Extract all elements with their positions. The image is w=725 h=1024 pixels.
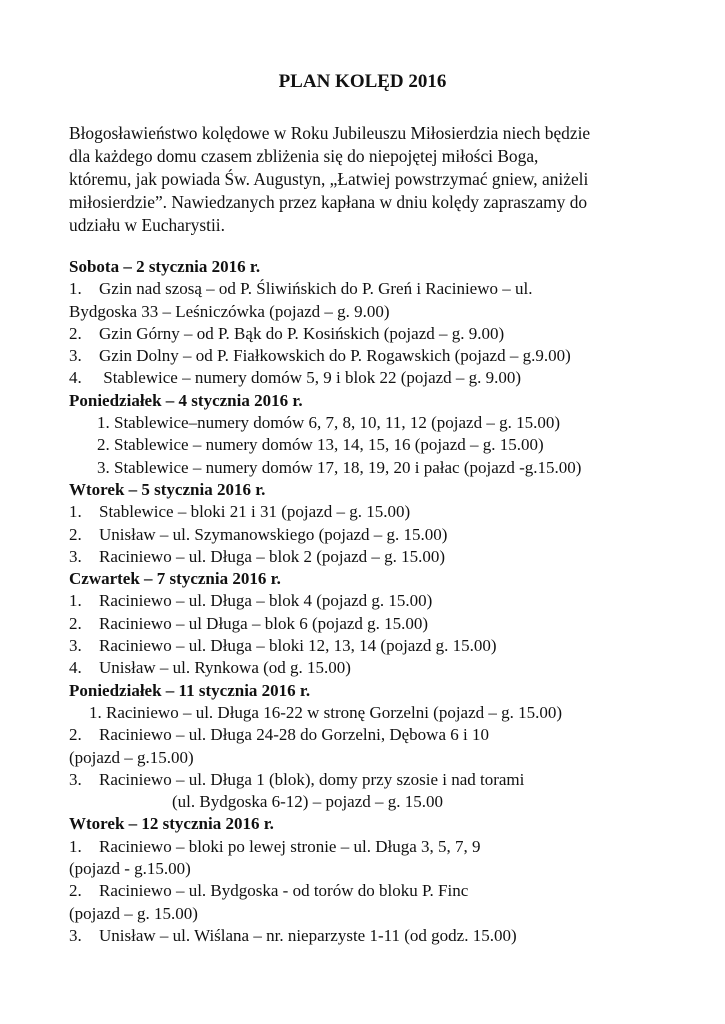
item-text: Raciniewo – ul. Długa – bloki 12, 13, 14 (pojazd g. 15.00) bbox=[99, 636, 497, 656]
schedule-item bbox=[69, 457, 709, 479]
intro-line: Błogosławieństwo kolędowe w Roku Jubileuszu Miłosierdzia niech będzie bbox=[69, 123, 591, 143]
schedule-item bbox=[69, 724, 709, 746]
schedule-item bbox=[69, 345, 709, 367]
item-text: Gzin Dolny – od P. Fiałkowskich do P. Rogawskich (pojazd – g.9.00) bbox=[99, 346, 571, 366]
item-number: 3. bbox=[69, 346, 82, 366]
schedule-item bbox=[69, 524, 709, 546]
day-section bbox=[69, 256, 709, 390]
schedule-item bbox=[69, 546, 709, 568]
schedule-item bbox=[69, 613, 709, 635]
item-text: Stablewice – bloki 21 i 31 (pojazd – g. 15.00) bbox=[99, 502, 411, 522]
schedule-item-continuation bbox=[69, 301, 709, 323]
schedule-item-continuation bbox=[69, 747, 709, 769]
item-text: (ul. Bydgoska 6-12) – pojazd – g. 15.00 bbox=[172, 792, 444, 812]
item-number: 3. bbox=[69, 546, 82, 566]
item-number: 2. bbox=[69, 725, 82, 745]
schedule-item bbox=[69, 657, 709, 679]
item-text: Raciniewo – ul. Długa – blok 2 (pojazd – g. 15.00) bbox=[99, 546, 446, 566]
item-number: 3. bbox=[69, 925, 82, 945]
schedule-item bbox=[69, 702, 709, 724]
schedule-item bbox=[69, 501, 709, 523]
item-number: 2. bbox=[69, 613, 82, 633]
intro-line: dla każdego domu czasem zbliżenia się do niepojętej miłości Boga, bbox=[69, 146, 539, 166]
day-heading: Wtorek – 5 stycznia 2016 r. bbox=[69, 479, 266, 499]
item-text: Raciniewo – ul. Bydgoska - od torów do bloku P. Finc bbox=[99, 881, 469, 901]
item-text: Raciniewo – bloki po lewej stronie – ul. Długa 3, 5, 7, 9 bbox=[99, 836, 481, 856]
item-text: (pojazd - g.15.00) bbox=[69, 859, 191, 879]
day-section bbox=[69, 813, 709, 947]
day-section bbox=[69, 479, 709, 568]
day-section bbox=[69, 568, 709, 679]
item-text: Stablewice – numery domów 5, 9 i blok 22 (pojazd – g. 9.00) bbox=[99, 368, 522, 388]
day-heading: Poniedziałek – 11 stycznia 2016 r. bbox=[69, 680, 311, 700]
item-text: (pojazd – g.15.00) bbox=[69, 747, 194, 767]
item-text: Gzin nad szosą – od P. Śliwińskich do P. Greń i Raciniewo – ul. bbox=[99, 279, 533, 299]
item-number: 2. bbox=[69, 881, 82, 901]
schedule-item bbox=[69, 434, 709, 456]
schedule-item bbox=[69, 278, 709, 300]
item-text: (pojazd – g. 15.00) bbox=[69, 903, 198, 923]
item-number: 4. bbox=[69, 368, 82, 388]
item-text: 1. Raciniewo – ul. Długa 16-22 w stronę Gorzelni (pojazd – g. 15.00) bbox=[89, 702, 563, 722]
schedule-item bbox=[69, 769, 709, 791]
intro-line: któremu, jak powiada Św. Augustyn, „Łatwiej powstrzymać gniew, aniżeli bbox=[69, 169, 589, 189]
day-heading: Wtorek – 12 stycznia 2016 r. bbox=[69, 814, 274, 834]
schedule-item bbox=[69, 635, 709, 657]
item-text: Raciniewo – ul. Długa 1 (blok), domy przy szosie i nad torami bbox=[99, 769, 525, 789]
intro-line: miłosierdzie”. Nawiedzanych przez kapłana w dniu kolędy zapraszamy do bbox=[69, 192, 588, 212]
schedule-item-continuation bbox=[69, 858, 709, 880]
day-heading: Sobota – 2 stycznia 2016 r. bbox=[69, 257, 261, 276]
intro-paragraph bbox=[69, 122, 669, 237]
item-number: 3. bbox=[69, 636, 82, 656]
item-text: Unisław – ul. Wiślana – nr. nieparzyste 1-11 (od godz. 15.00) bbox=[99, 925, 517, 945]
schedule bbox=[69, 256, 709, 947]
item-number: 1. bbox=[69, 502, 82, 522]
item-text: Unisław – ul. Rynkowa (od g. 15.00) bbox=[99, 658, 351, 678]
day-section bbox=[69, 390, 709, 479]
item-number: 2. bbox=[69, 524, 82, 544]
schedule-item bbox=[69, 590, 709, 612]
item-text: Raciniewo – ul. Długa 24-28 do Gorzelni, Dębowa 6 i 10 bbox=[99, 725, 489, 745]
item-number: 1. bbox=[69, 836, 82, 856]
schedule-item bbox=[69, 323, 709, 345]
schedule-item-continuation bbox=[69, 791, 709, 813]
item-text: Bydgoska 33 – Leśniczówka (pojazd – g. 9.00) bbox=[69, 301, 390, 321]
schedule-item bbox=[69, 367, 709, 389]
schedule-item bbox=[69, 925, 709, 947]
item-number: 1. bbox=[69, 279, 82, 299]
intro-line: udziału w Eucharystii. bbox=[69, 215, 225, 235]
schedule-item bbox=[69, 836, 709, 858]
item-number: 4. bbox=[69, 658, 82, 678]
day-heading: Poniedziałek – 4 stycznia 2016 r. bbox=[69, 390, 303, 410]
item-text: 3. Stablewice – numery domów 17, 18, 19, 20 i pałac (pojazd -g.15.00) bbox=[97, 457, 582, 477]
item-text: Raciniewo – ul. Długa – blok 4 (pojazd g. 15.00) bbox=[99, 591, 433, 611]
item-text: 2. Stablewice – numery domów 13, 14, 15, 16 (pojazd – g. 15.00) bbox=[97, 435, 544, 455]
schedule-item bbox=[69, 880, 709, 902]
item-number: 3. bbox=[69, 769, 82, 789]
item-text: Gzin Górny – od P. Bąk do P. Kosińskich (pojazd – g. 9.00) bbox=[99, 323, 505, 343]
item-text: 1. Stablewice–numery domów 6, 7, 8, 10, 11, 12 (pojazd – g. 15.00) bbox=[97, 413, 561, 433]
day-heading: Czwartek – 7 stycznia 2016 r. bbox=[69, 569, 281, 589]
item-text: Raciniewo – ul Długa – blok 6 (pojazd g. 15.00) bbox=[99, 613, 429, 633]
item-text: Unisław – ul. Szymanowskiego (pojazd – g. 15.00) bbox=[99, 524, 448, 544]
schedule-item bbox=[69, 412, 709, 434]
day-section bbox=[69, 680, 709, 814]
item-number: 1. bbox=[69, 591, 82, 611]
page-title: PLAN KOLĘD 2016 bbox=[278, 71, 447, 92]
item-number: 2. bbox=[69, 323, 82, 343]
schedule-item-continuation bbox=[69, 903, 709, 925]
